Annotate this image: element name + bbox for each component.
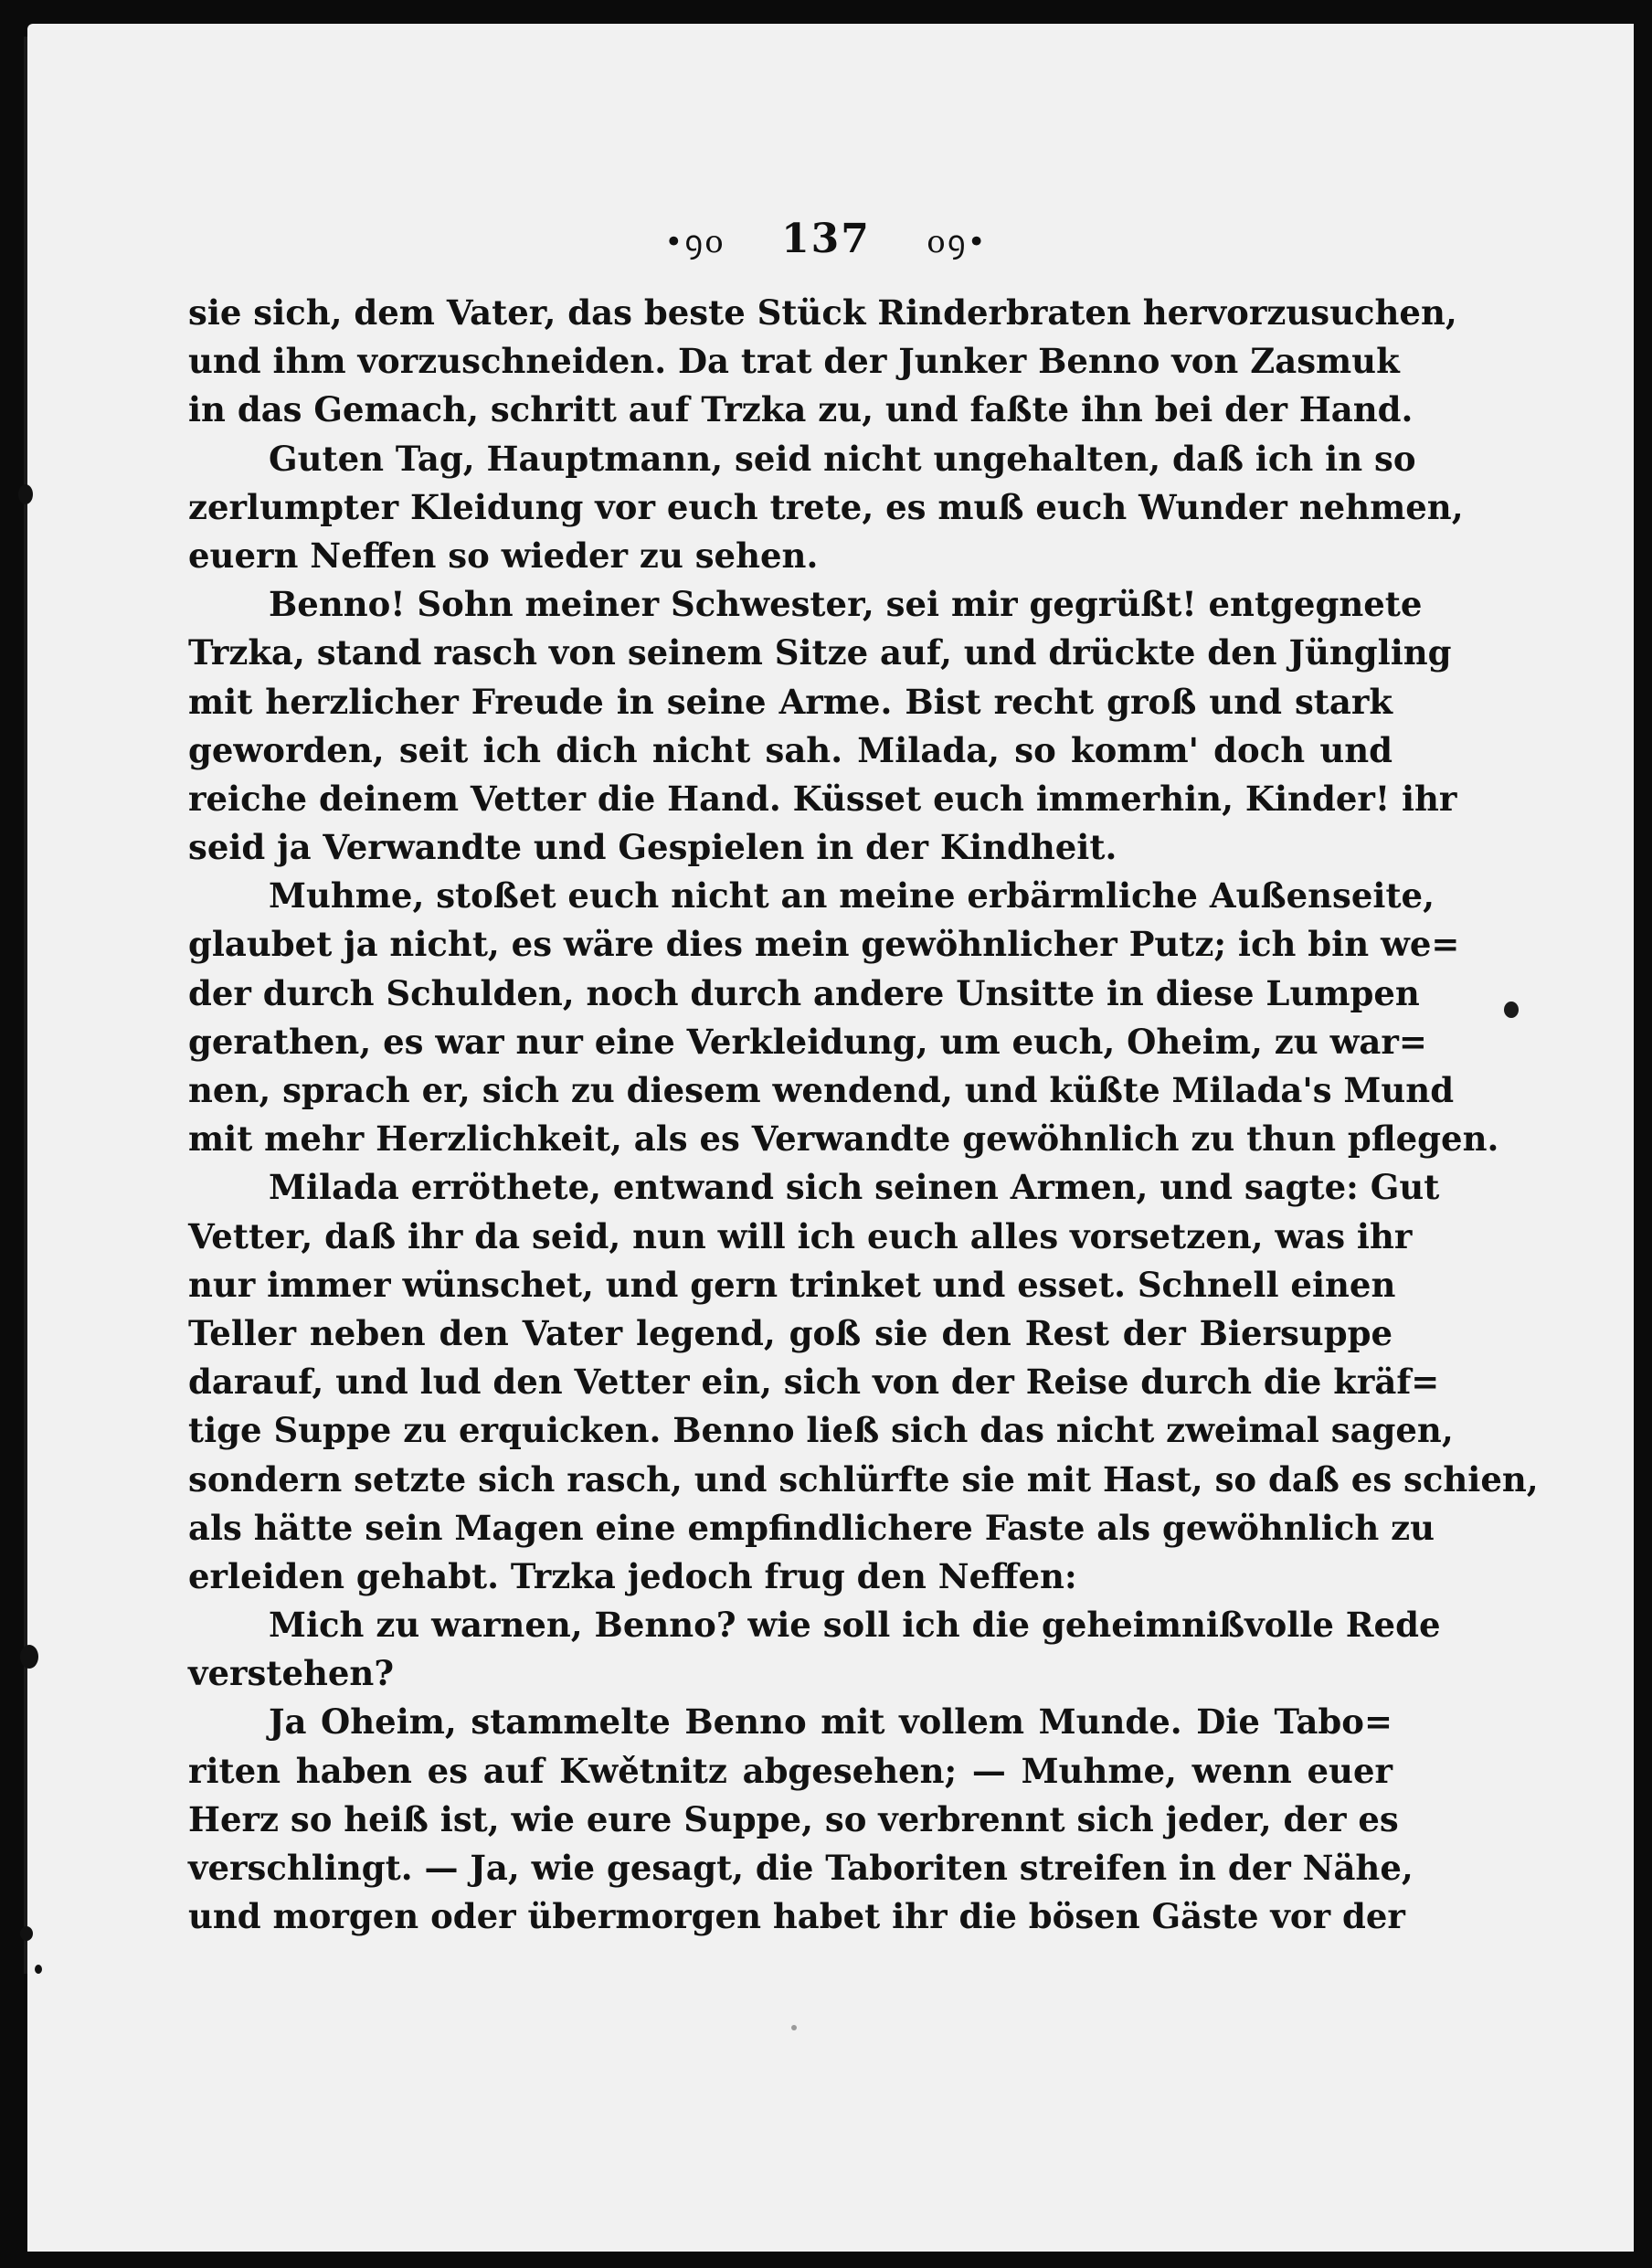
binding-mark bbox=[20, 1645, 38, 1669]
text-line: Mich zu warnen, Benno? wie soll ich die geheimnißvolle Rede bbox=[269, 1605, 1441, 1646]
text-line: gerathen, es war nur eine Verkleidung, um euch, Oheim, zu war= bbox=[188, 1021, 1427, 1062]
text-line: verstehen? bbox=[188, 1653, 395, 1694]
text-line: euern Neffen so wieder zu sehen. bbox=[188, 535, 819, 576]
text-line: darauf, und lud den Vetter ein, sich von der Reise durch die kräf= bbox=[188, 1362, 1440, 1403]
text-line: sondern setzte sich rasch, und schlürfte sie mit Hast, so daß es schien, bbox=[188, 1458, 1539, 1500]
text-line: sie sich, dem Vater, das beste Stück Rinderbraten hervorzusuchen, bbox=[188, 292, 1457, 333]
text-line: der durch Schulden, noch durch andere Unsitte in diese Lumpen bbox=[188, 972, 1420, 1013]
text-line: Herz so heiß ist, wie eure Suppe, so verbrennt sich jeder, der es bbox=[188, 1798, 1399, 1839]
text-line: reiche deinem Vetter die Hand. Küsset euch immerhin, Kinder! ihr bbox=[188, 778, 1457, 819]
text-line: und ihm vorzuschneiden. Da trat der Junker Benno von Zasmuk bbox=[188, 341, 1400, 382]
text-line: tige Suppe zu erquicken. Benno ließ sich das nicht zweimal sagen, bbox=[188, 1410, 1454, 1451]
text-line: Muhme, stoßet euch nicht an meine erbärmliche Außenseite, bbox=[269, 875, 1435, 917]
ornament-left: •ꝯo bbox=[664, 224, 725, 260]
text-line: verschlingt. — Ja, wie gesagt, die Taboriten streifen in der Nähe, bbox=[188, 1848, 1414, 1888]
text-line: geworden, seit ich dich nicht sah. Milada, so komm' doch und bbox=[188, 729, 1393, 770]
text-line: Trzka, stand rasch von seinem Sitze auf, und drückte den Jüngling bbox=[188, 632, 1452, 673]
page-header bbox=[0, 216, 1652, 262]
ink-speck bbox=[1504, 1002, 1519, 1018]
text-line: Milada erröthete, entwand sich seinen Armen, und sagte: Gut bbox=[269, 1167, 1440, 1208]
text-line: Guten Tag, Hauptmann, seid nicht ungehalten, daß ich in so bbox=[269, 438, 1416, 479]
binding-mark bbox=[20, 1926, 33, 1941]
text-line: Vetter, daß ihr da seid, nun will ich euch alles vorsetzen, was ihr bbox=[188, 1215, 1413, 1256]
binding-mark bbox=[35, 1965, 42, 1974]
text-line: Ja Oheim, stammelte Benno mit vollem Munde. Die Tabo= bbox=[269, 1701, 1393, 1743]
text-line: und morgen oder übermorgen habet ihr die bösen Gäste vor der bbox=[188, 1896, 1405, 1937]
text-line: zerlumpter Kleidung vor euch trete, es muß euch Wunder nehmen, bbox=[188, 486, 1464, 527]
page-edge-line bbox=[24, 37, 27, 1974]
binding-mark bbox=[18, 484, 33, 504]
page-number: 137 bbox=[781, 216, 871, 262]
text-line: in das Gemach, schritt auf Trzka zu, und faßte ihn bei der Hand. bbox=[188, 389, 1414, 430]
text-line: mit mehr Herzlichkeit, als es Verwandte gewöhnlich zu thun pflegen. bbox=[188, 1118, 1499, 1160]
ink-speck bbox=[791, 2025, 797, 2030]
text-line: Teller neben den Vater legend, goß sie den Rest der Biersuppe bbox=[188, 1312, 1393, 1353]
text-line: als hätte sein Magen eine empfindlichere Faste als gewöhnlich zu bbox=[188, 1507, 1435, 1548]
text-line: glaubet ja nicht, es wäre dies mein gewöhnlicher Putz; ich bin we= bbox=[188, 924, 1460, 965]
text-line: nen, sprach er, sich zu diesem wendend, und küßte Milada's Mund bbox=[188, 1070, 1455, 1110]
text-line: mit herzlicher Freude in seine Arme. Bist recht groß und stark bbox=[188, 681, 1393, 722]
text-line: erleiden gehabt. Trzka jedoch frug den Neffen: bbox=[188, 1555, 1077, 1596]
text-line: riten haben es auf Kwětnitz abgesehen; — Muhme, wenn euer bbox=[188, 1750, 1393, 1791]
ornament-right: oꝯ• bbox=[927, 224, 988, 260]
body-text bbox=[188, 289, 1539, 1941]
text-line: Benno! Sohn meiner Schwester, sei mir gegrüßt! entgegnete bbox=[269, 584, 1423, 625]
text-line: nur immer wünschet, und gern trinket und esset. Schnell einen bbox=[188, 1264, 1396, 1305]
text-line: seid ja Verwandte und Gespielen in der Kindheit. bbox=[188, 827, 1117, 868]
